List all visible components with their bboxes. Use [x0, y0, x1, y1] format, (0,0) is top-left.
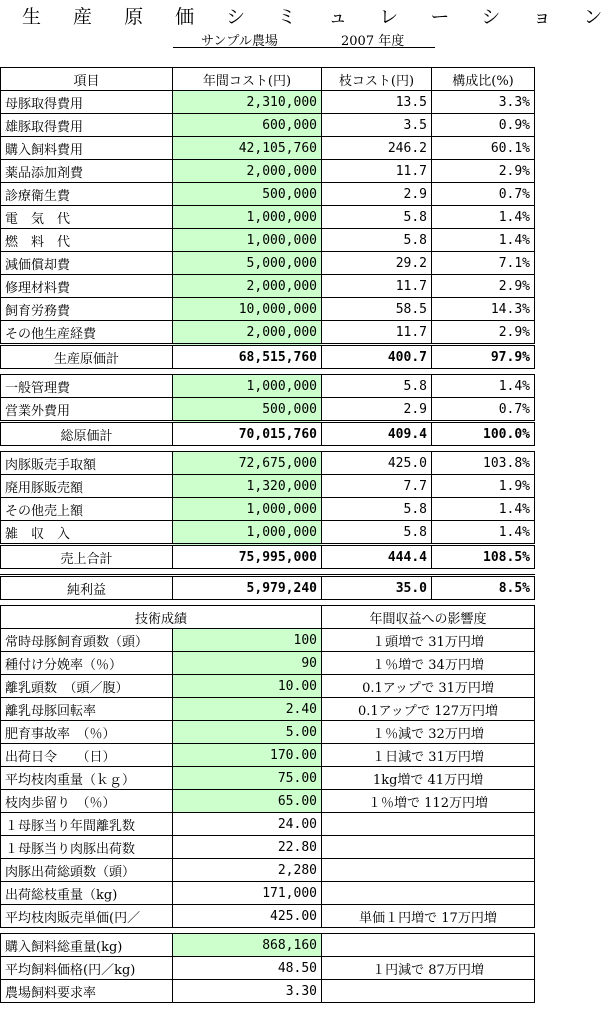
row-label: 飼育労務費 [1, 298, 173, 321]
row-label: 生産原価計 [1, 345, 173, 369]
tech-label: 種付け分娩率（％） [1, 652, 173, 675]
annual-cost-cell[interactable]: 1,000,000 [173, 206, 322, 229]
tech-row [1, 767, 535, 790]
impact-cell [322, 836, 535, 859]
carcass-cost-cell: 400.7 [322, 345, 432, 369]
tech-value-cell[interactable]: 65.00 [173, 790, 322, 813]
header-annual-cost: 年間コスト(円) [173, 68, 322, 91]
row-label: 営業外費用 [1, 398, 173, 422]
carcass-cost-cell: 13.5 [322, 91, 432, 114]
cost-row [1, 252, 535, 275]
tech-row [1, 790, 535, 813]
carcass-cost-cell: 35.0 [322, 576, 432, 600]
row-label: 薬品添加剤費 [1, 160, 173, 183]
tech-label: 離乳母豚回転率 [1, 698, 173, 721]
carcass-cost-cell: 5.8 [322, 206, 432, 229]
annual-cost-cell[interactable]: 10,000,000 [173, 298, 322, 321]
tech-value-cell[interactable]: 90 [173, 652, 322, 675]
annual-cost-cell: 5,979,240 [173, 576, 322, 600]
row-label: 雄豚取得費用 [1, 114, 173, 137]
tech-value-cell: 171,000 [173, 882, 322, 905]
impact-cell: １日減で 31万円増 [322, 744, 535, 767]
row-label: 肉豚販売手取額 [1, 452, 173, 475]
impact-cell: １％減で 32万円増 [322, 721, 535, 744]
carcass-cost-cell: 2.9 [322, 183, 432, 206]
row-label: 総原価計 [1, 422, 173, 446]
header-carcass-cost: 枝コスト(円) [322, 68, 432, 91]
carcass-cost-cell: 246.2 [322, 137, 432, 160]
row-label: 雑 収 入 [1, 521, 173, 545]
carcass-cost-cell: 5.8 [322, 375, 432, 398]
ratio-cell: 2.9% [432, 160, 535, 183]
row-label: 燃 料 代 [1, 229, 173, 252]
row-label: その他売上額 [1, 498, 173, 521]
row-label: 母豚取得費用 [1, 91, 173, 114]
annual-cost-cell: 75,995,000 [173, 545, 322, 569]
ratio-cell: 8.5% [432, 576, 535, 600]
header-item: 項目 [1, 68, 173, 91]
tech-row [1, 721, 535, 744]
annual-cost-cell[interactable]: 1,000,000 [173, 229, 322, 252]
annual-cost-cell[interactable]: 42,105,760 [173, 137, 322, 160]
tech-value-cell: 24.00 [173, 813, 322, 836]
annual-cost-cell[interactable]: 1,000,000 [173, 521, 322, 545]
total-row [1, 345, 535, 369]
ratio-cell: 60.1% [432, 137, 535, 160]
tech-label: 出荷日令 （日） [1, 744, 173, 767]
tech-value-cell: 22.80 [173, 836, 322, 859]
tech-header-row [1, 606, 535, 629]
ratio-cell: 0.9% [432, 114, 535, 137]
total-row [1, 422, 535, 446]
ratio-cell: 1.4% [432, 521, 535, 545]
tech-row [1, 836, 535, 859]
tech-row [1, 698, 535, 721]
cost-row [1, 498, 535, 521]
tech-row [1, 813, 535, 836]
ratio-cell: 108.5% [432, 545, 535, 569]
impact-cell [322, 859, 535, 882]
tech-label: 枝肉歩留り （％） [1, 790, 173, 813]
tech-value-cell[interactable]: 10.00 [173, 675, 322, 698]
row-label: 電 気 代 [1, 206, 173, 229]
carcass-cost-cell: 409.4 [322, 422, 432, 446]
cost-row [1, 229, 535, 252]
tech-label: 常時母豚飼育頭数（頭） [1, 629, 173, 652]
tech-row [1, 629, 535, 652]
carcass-cost-cell: 58.5 [322, 298, 432, 321]
ratio-cell: 2.9% [432, 321, 535, 345]
cost-row [1, 137, 535, 160]
tech-value-cell: 2,280 [173, 859, 322, 882]
impact-cell: １頭増で 31万円増 [322, 629, 535, 652]
tech-row [1, 882, 535, 905]
carcass-cost-cell: 3.5 [322, 114, 432, 137]
annual-cost-cell[interactable]: 500,000 [173, 398, 322, 422]
fiscal-year: 2007 年度 [341, 34, 405, 49]
impact-cell [322, 934, 535, 957]
row-label: 減価償却費 [1, 252, 173, 275]
cost-row [1, 521, 535, 545]
carcass-cost-cell: 29.2 [322, 252, 432, 275]
page-title: 生 産 原 価 シ ミ ュ レ ー シ ョ ン [22, 6, 615, 28]
cost-row [1, 321, 535, 345]
carcass-cost-cell: 2.9 [322, 398, 432, 422]
ratio-cell: 1.9% [432, 475, 535, 498]
tech-row [1, 744, 535, 767]
tech-label: 平均飼料価格(円／kg) [1, 957, 173, 980]
ratio-cell: 1.4% [432, 498, 535, 521]
cost-row [1, 475, 535, 498]
cost-row [1, 91, 535, 114]
annual-cost-cell[interactable]: 2,000,000 [173, 321, 322, 345]
carcass-cost-cell: 7.7 [322, 475, 432, 498]
carcass-cost-cell: 11.7 [322, 275, 432, 298]
carcass-cost-cell: 11.7 [322, 160, 432, 183]
impact-cell: 単価１円増で 17万円増 [322, 905, 535, 928]
ratio-cell: 7.1% [432, 252, 535, 275]
annual-cost-cell[interactable]: 2,000,000 [173, 275, 322, 298]
cost-row [1, 275, 535, 298]
cost-row [1, 114, 535, 137]
carcass-cost-cell: 444.4 [322, 545, 432, 569]
tech-row [1, 652, 535, 675]
annual-cost-cell: 70,015,760 [173, 422, 322, 446]
ratio-cell: 1.4% [432, 229, 535, 252]
annual-cost-cell[interactable]: 600,000 [173, 114, 322, 137]
section-gap [1, 569, 535, 576]
impact-cell [322, 813, 535, 836]
tech-value-cell: 48.50 [173, 957, 322, 980]
farm-name: サンプル農場 [201, 34, 278, 49]
ratio-cell: 1.4% [432, 375, 535, 398]
tech-label: 平均枝肉販売単価(円／ [1, 905, 173, 928]
tech-row [1, 905, 535, 928]
carcass-cost-cell: 5.8 [322, 521, 432, 545]
annual-cost-cell[interactable]: 1,320,000 [173, 475, 322, 498]
ratio-cell: 0.7% [432, 398, 535, 422]
tech-row [1, 934, 535, 957]
ratio-cell: 2.9% [432, 275, 535, 298]
header-row [1, 68, 535, 91]
cost-row [1, 298, 535, 321]
tech-row [1, 859, 535, 882]
row-label: 購入飼料費用 [1, 137, 173, 160]
tech-label: １母豚当り肉豚出荷数 [1, 836, 173, 859]
cost-row [1, 183, 535, 206]
annual-cost-cell[interactable]: 500,000 [173, 183, 322, 206]
tech-label: 平均枝肉重量（ｋｇ） [1, 767, 173, 790]
row-label: その他生産経費 [1, 321, 173, 345]
tech-value-cell[interactable]: 100 [173, 629, 322, 652]
tech-label: 離乳頭数 （頭／腹） [1, 675, 173, 698]
total-row [1, 545, 535, 569]
gap-cell [1, 569, 535, 576]
tech-row [1, 957, 535, 980]
ratio-cell: 14.3% [432, 298, 535, 321]
cost-row [1, 375, 535, 398]
tech-label: 肥育事故率 （％） [1, 721, 173, 744]
impact-cell: 1kg増で 41万円増 [322, 767, 535, 790]
ratio-cell: 100.0% [432, 422, 535, 446]
ratio-cell: 103.8% [432, 452, 535, 475]
impact-cell: １％増で 112万円増 [322, 790, 535, 813]
impact-cell [322, 882, 535, 905]
carcass-cost-cell: 425.0 [322, 452, 432, 475]
row-label: 売上合計 [1, 545, 173, 569]
tech-label: 肉豚出荷総頭数（頭） [1, 859, 173, 882]
cost-simulation-table [0, 67, 535, 1003]
annual-cost-cell[interactable]: 1,000,000 [173, 498, 322, 521]
cost-row [1, 206, 535, 229]
tech-value-cell: 3.30 [173, 980, 322, 1003]
row-label: 診療衛生費 [1, 183, 173, 206]
tech-row [1, 980, 535, 1003]
ratio-cell: 3.3% [432, 91, 535, 114]
annual-cost-cell[interactable]: 72,675,000 [173, 452, 322, 475]
annual-cost-cell[interactable]: 2,310,000 [173, 91, 322, 114]
tech-label: １母豚当り年間離乳数 [1, 813, 173, 836]
header-ratio: 構成比(%) [432, 68, 535, 91]
farm-year-subtitle [173, 29, 435, 48]
tech-label: 購入飼料総重量(kg) [1, 934, 173, 957]
row-label: 純利益 [1, 576, 173, 600]
annual-cost-cell: 68,515,760 [173, 345, 322, 369]
tech-row [1, 675, 535, 698]
annual-cost-cell[interactable]: 2,000,000 [173, 160, 322, 183]
tech-value-cell[interactable]: 868,160 [173, 934, 322, 957]
tech-value-cell[interactable]: 75.00 [173, 767, 322, 790]
carcass-cost-cell: 5.8 [322, 498, 432, 521]
row-label: 廃用豚販売額 [1, 475, 173, 498]
cost-row [1, 398, 535, 422]
cost-row [1, 452, 535, 475]
impact-cell: 0.1アップで 127万円増 [322, 698, 535, 721]
carcass-cost-cell: 11.7 [322, 321, 432, 345]
total-row [1, 576, 535, 600]
tech-value-cell[interactable]: 170.00 [173, 744, 322, 767]
tech-label: 農場飼料要求率 [1, 980, 173, 1003]
impact-cell: １円減で 87万円増 [322, 957, 535, 980]
impact-cell: １％増で 34万円増 [322, 652, 535, 675]
tech-value-cell: 425.00 [173, 905, 322, 928]
row-label: 一般管理費 [1, 375, 173, 398]
ratio-cell: 1.4% [432, 206, 535, 229]
ratio-cell: 97.9% [432, 345, 535, 369]
annual-cost-cell[interactable]: 5,000,000 [173, 252, 322, 275]
cost-row [1, 160, 535, 183]
ratio-cell: 0.7% [432, 183, 535, 206]
income-impact-header: 年間収益への影響度 [322, 606, 535, 629]
impact-cell [322, 980, 535, 1003]
carcass-cost-cell: 5.8 [322, 229, 432, 252]
annual-cost-cell[interactable]: 1,000,000 [173, 375, 322, 398]
tech-results-header: 技術成績 [1, 606, 322, 629]
tech-label: 出荷総枝重量（kg) [1, 882, 173, 905]
tech-value-cell[interactable]: 5.00 [173, 721, 322, 744]
row-label: 修理材料費 [1, 275, 173, 298]
tech-value-cell[interactable]: 2.40 [173, 698, 322, 721]
impact-cell: 0.1アップで 31万円増 [322, 675, 535, 698]
